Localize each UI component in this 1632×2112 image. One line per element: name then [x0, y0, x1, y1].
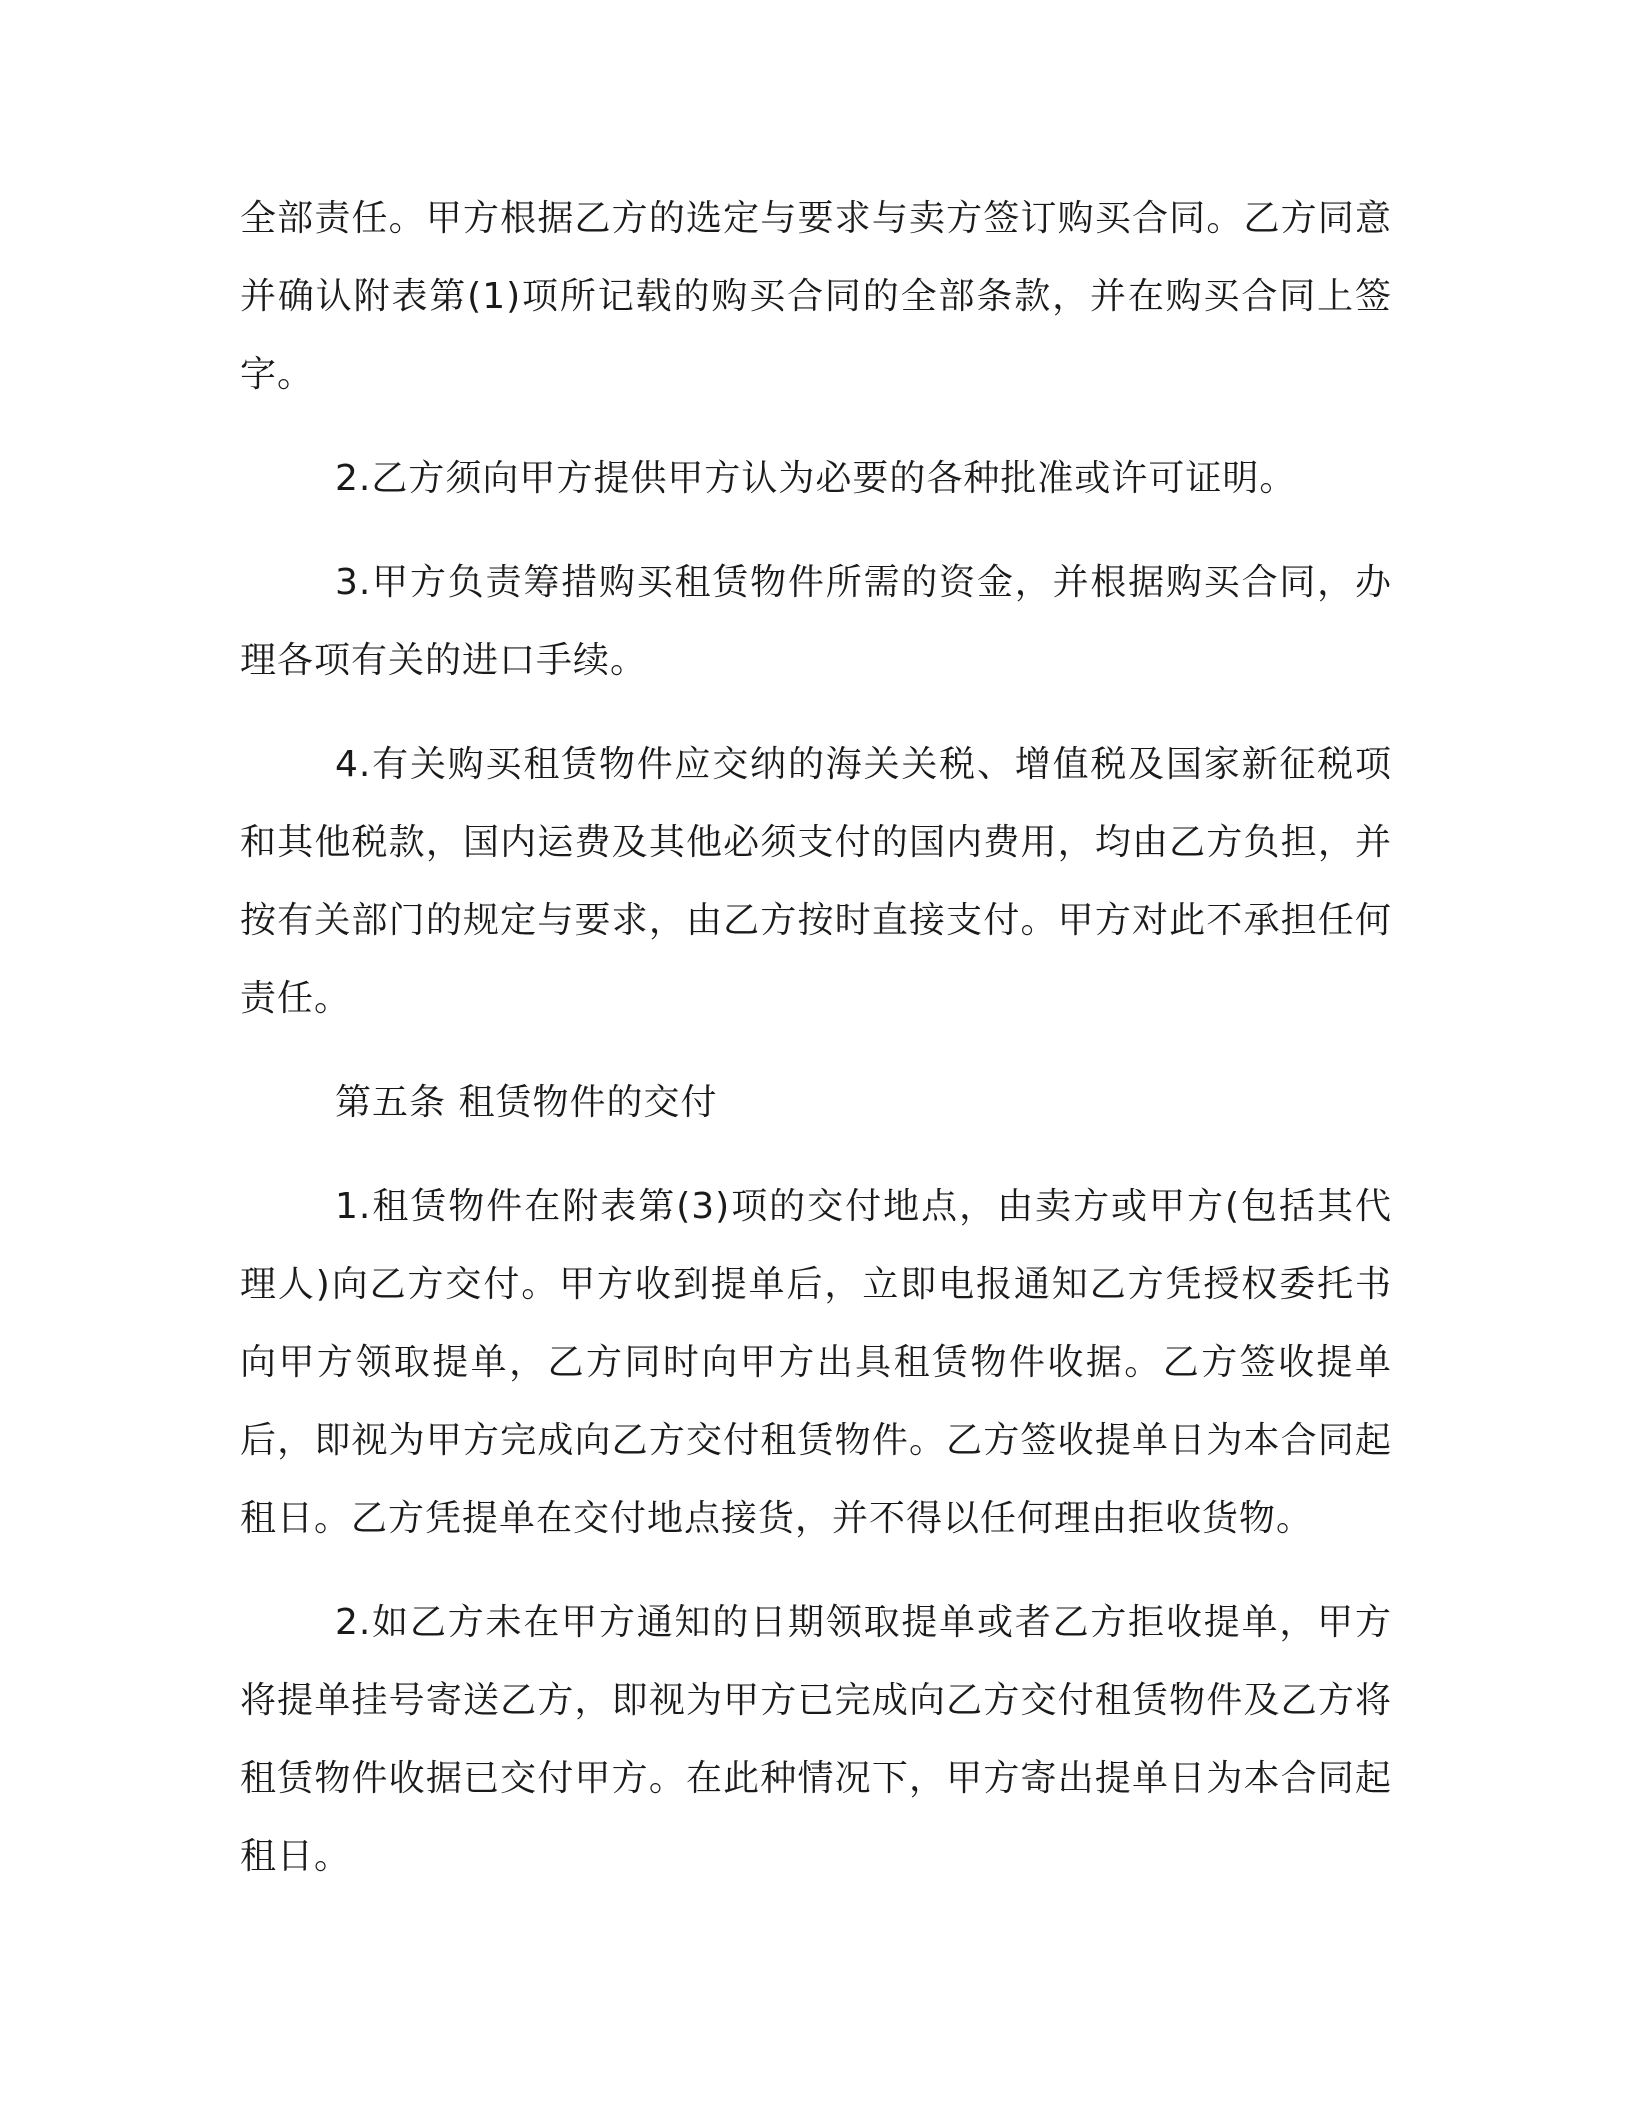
paragraph-item-2: 2.乙方须向甲方提供甲方认为必要的各种批准或许可证明。: [335, 458, 1297, 499]
document-page: [240, 180, 1392, 1896]
paragraph-continuation: 全部责任。甲方根据乙方的选定与要求与卖方签订购买合同。乙方同意并确认附表第(1)项所记载的购买合同的全部条款，并在购买合同上签字。: [240, 198, 1392, 395]
paragraph-item-4: 4.有关购买租赁物件应交纳的海关关税、增值税及国家新征税项和其他税款，国内运费及其他必须支付的国内费用，均由乙方负担，并按有关部门的规定与要求，由乙方按时直接支付。甲方对此不承担任何责任。: [240, 744, 1392, 1019]
section-heading: 第五条 租赁物件的交付: [335, 1082, 718, 1123]
section-paragraph-1: 1.租赁物件在附表第(3)项的交付地点，由卖方或甲方(包括其代理人)向乙方交付。甲方收到提单后，立即电报通知乙方凭授权委托书向甲方领取提单，乙方同时向甲方出具租赁物件收据。乙方签收提单后，即视为甲方完成向乙方交付租赁物件。乙方签收提单日为本合同起租日。乙方凭提单在交付地点接货，并不得以任何理由拒收货物。: [240, 1186, 1392, 1539]
section-paragraph-2: 2.如乙方未在甲方通知的日期领取提单或者乙方拒收提单，甲方将提单挂号寄送乙方，即视为甲方已完成向乙方交付租赁物件及乙方将租赁物件收据已交付甲方。在此种情况下，甲方寄出提单日为本合同起租日。: [240, 1602, 1392, 1877]
paragraph-item-3: 3.甲方负责筹措购买租赁物件所需的资金，并根据购买合同，办理各项有关的进口手续。: [240, 562, 1392, 681]
